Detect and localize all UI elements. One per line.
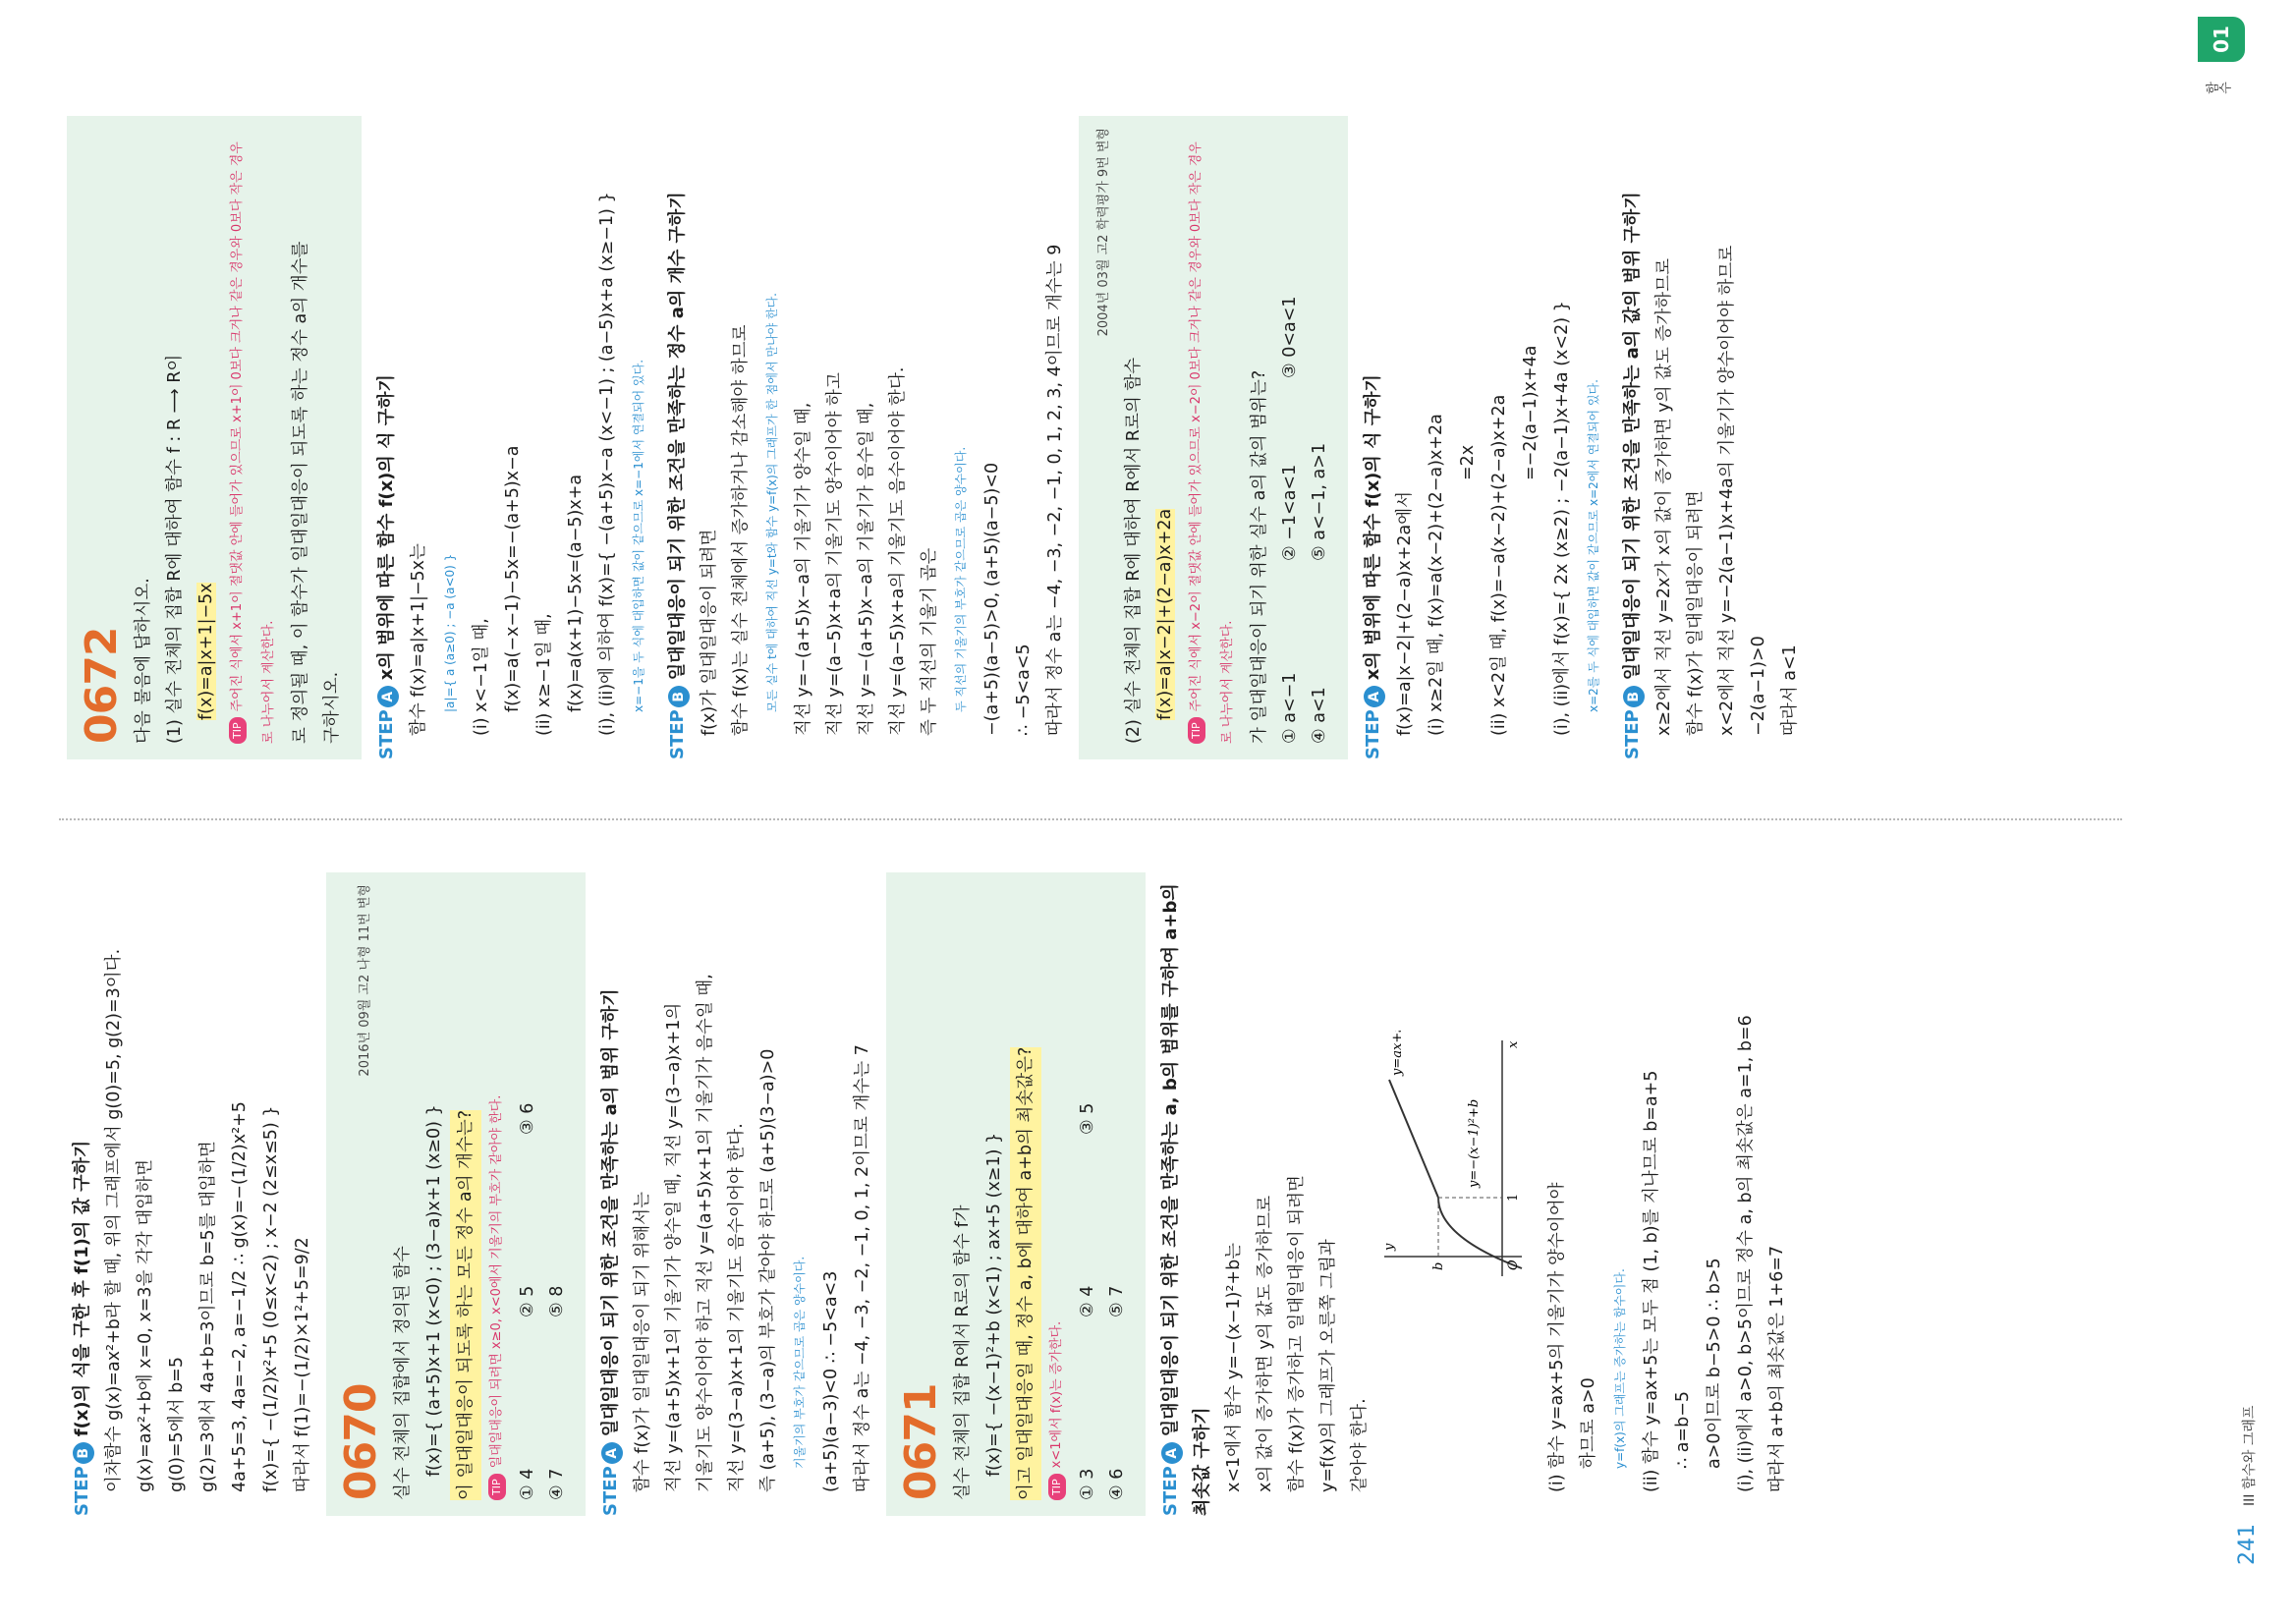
problem-number: 0670 [336, 1383, 386, 1500]
step-a-heading: STEPAx의 범위에 따른 함수 f(x)의 식 구하기 [376, 374, 397, 759]
step-circle-icon: B [1623, 686, 1645, 707]
left-column: STEPBf(x)의 식을 구한 후 f(1)의 값 구하기 이차함수 g(x)=ax²+b라 할 때, 위의 그래프에서 g(0)=5, g(2)=3이다. g(x)=ax²+b에 x=0, x=3을 각각 대입하면 g(0)=5에서 b=5 g(2)=3에서 4a+b=3이므로 b=5를 대입하면 4a+5=3, 4a=−2, a=−1/2 ∴ g(x)=−(1/2)x²+5 f(x)={ −(1/2)x²+5 (0≤x<2) ; x−2 (2≤x≤5) } 따라서 f(1)=−(1/2)×1²+5=9/2 0670 2016년 09월 고2 나형 11번 변형 실수 전체의 집합에서 정의된 함수 f(x)={ (a+5)x+1 (x<0) ; (3−a)x+1 (x≥0) } 이 일대일대응이 되도록 하는 모든 정수 a의 개수는? TIP일대일대응이 되려면 x≥0, x<0에서 기울기의 부호가 같아야 한다. ① 4 ② 5 ③ 6 ④ 7 ⑤ 8 STEPA일대일대응이 되기 위한 조건을 만족하는 a의 범위 구하기 함수 f(x)가 일대일대응이 되기 위해서는 직선 y=(a+5)x+1의 기울기가 양수일 때, 직선 y=(3−a)x+1의 기울기도 양수이어야 하고 직선 y=(a+5)x+1의 기울기가 음수일 때, 직선 y=(3−a)x+1의 기울기도 음수이어야 한다. 즉 (a+5), (3−a)의 부호가 같아야 하므로 (a+5)(3−a)>0 기울기의 부호가 같으므로 곱은 양수이다. (a+5)(a−3)<0 ∴ −5<a<3 따라서 정수 a는 −4, −3, −2, −1, 0, 1, 2이므로 개수는 7 0671 실수 전체의 집합 R에서 R로의 함수 f가 f(x)={ −(x−1)²+b (x<1) ; ax+5 (x≥1) } 이고 일대일대응일 때, 정수 a, b에 대하여 a+b의 최솟값은? TIPx<1에서 f(x)는 증가한다. ① 3 ② 4 ③ 5 ④ 6 ⑤ 7 STEPA일대일대응이 되기 위한 조건을 만족하는 a, b의 범위를 구하여 a+b의 최솟값 구하기 x<1에서 함수 y=−(x−1)²+b는 x의 값이 증가하면 y의 값도 증가하므로 함수 f(x)가 증가하고 일대일대응이 되려면 y=f(x)의 그래프가 오른쪽 그림과 같아야 한다. y=ax+5 y=−(x−1)²+b b 1 x y O (i) 함수 y=ax+5의 기울기가 양수이어야 하므로 a>0 y=f(x)의 그래프는 증가하는 함수이다. (ii) 함수 y=ax+5는 모두 점 (1, b)를 지나므로 b=a+5 ∴ a=b−5 a>0이므로 b−5>0 ∴ b>5 (i), (ii)에서 a>0, b>5이므로 정수 a, b의 최솟값은 a=1, b=6 따라서 a+b의 최솟값은 1+6=7 [59, 872, 1793, 1516]
section-tab: 01 [2198, 17, 2245, 62]
step-circle-icon: B [73, 1442, 94, 1464]
problem-source: 2016년 09월 고2 나형 11번 변형 [358, 884, 372, 1077]
solution-line: 따라서 f(1)=−(1/2)×1²+5=9/2 [293, 1237, 312, 1492]
tip-note: TIP일대일대응이 되려면 x≥0, x<0에서 기울기의 부호가 같아야 한다. [481, 888, 513, 1500]
side-note: 기울기의 부호가 같으므로 곱은 양수이다. [793, 1256, 807, 1469]
step-b-heading: STEPB일대일대응이 되기 위한 조건을 만족하는 a의 값의 범위 구하기 [1622, 192, 1643, 759]
choice[interactable]: ③ 5 [1078, 1102, 1097, 1135]
curve-label: y=−(x−1)²+b [1467, 1098, 1482, 1188]
right-column: 0672 다음 물음에 답하시오. (1) 실수 전체의 집합 R에 대하여 함수 f : R ⟶ R이 f(x)=a|x+1|−5x TIP주어진 식에서 x+1이 절댓값 안에 들어가 있으므로 x+1이 0보다 크거나 같은 경우와 0보다 작은 경우로 나누어서 계산한다. 로 정의될 때, 이 함수가 일대일대응이 되도록 하는 정수 a의 개수를 구하시오. STEPAx의 범위에 따른 함수 f(x)의 식 구하기 함수 f(x)=a|x+1|−5x는 |a|={ a (a≥0) ; −a (a<0) } (i) x<−1일 때, f(x)=a(−x−1)−5x=−(a+5)x−a (ii) x≥−1일 때, f(x)=a(x+1)−5x=(a−5)x+a (i), (ii)에 의하여 f(x)={ −(a+5)x−a (x<−1) ; (a−5)x+a (x≥−1) } x=−1을 두 식에 대입하면 값이 같으므로 x=−1에서 연결되어 있다. STEPB일대일대응이 되기 위한 조건을 만족하는 정수 a의 개수 구하기 f(x)가 일대일대응이 되려면 함수 f(x)는 실수 전체에서 증가하거나 감소해야 하므로 모든 실수 t에 대하여 직선 y=t와 함수 y=f(x)의 그래프가 한 점에서 만나야 한다. 직선 y=−(a+5)x−a의 기울기가 양수일 때, 직선 y=(a−5)x+a의 기울기도 양수이어야 하고 직선 y=−(a+5)x−a의 기울기가 음수일 때, 직선 y=(a−5)x+a의 기울기도 음수이어야 한다. 즉 두 직선의 기울기 곱은 두 직선의 기울기의 부호가 같으므로 곱은 양수이다. −(a+5)(a−5)>0, (a+5)(a−5)<0 ∴ −5<a<5 따라서 정수 a는 −4, −3, −2, −1, 0, 1, 2, 3, 4이므로 개수는 9 2004년 03월 고2 학력평가 9번 변형 (2) 실수 전체의 집합 R에 대하여 R에서 R로의 함수 f(x)=a|x−2|+(2−a)x+2a TIP주어진 식에서 x−2이 절댓값 안에 들어가 있으므로 x−2이 0보다 크거나 같은 경우와 0보다 작은 경우로 나누어서 계산한다. 가 일대일대응이 되기 위한 실수 a의 값의 범위는? ① a<−1 ② −1<a<1 ③ 0<a<1 ④ a<1 ⑤ a<−1, a>1 STEPAx의 범위에 따른 함수 f(x)의 식 구하기 f(x)=a|x−2|+(2−a)x+2a에서 (i) x≥2일 때, f(x)=a(x−2)+(2−a)x+2a =2x (ii) x<2일 때, f(x)=−a(x−2)+(2−a)x+2a =−2(a−1)x+4a (i), (ii)에서 f(x)={ 2x (x≥2) ; −2(a−1)x+4a (x<2) } x=2를 두 식에 대입하면 값이 같으므로 x=2에서 연결되어 있다. STEPB일대일대응이 되기 위한 조건을 만족하는 a의 값의 범위 구하기 x≥2에서 직선 y=2x가 x의 값이 증가하면 y의 값도 증가하므로 함수 f(x)가 일대일대응이 되려면 x<2에서 직선 y=−2(a−1)x+4a의 기울기가 양수이어야 하므로 −2(a−1)>0 따라서 a<1 [59, 116, 1806, 759]
solution-line: g(0)=5에서 b=5 [167, 1357, 187, 1492]
step-b-heading: STEPBf(x)의 식을 구한 후 f(1)의 값 구하기 [72, 1140, 92, 1516]
choice[interactable]: ① 4 [518, 1468, 537, 1500]
page-title: III 함수와 그래프 [2242, 1405, 2258, 1506]
b-label: b [1431, 1261, 1446, 1270]
step-a-heading: STEPAx의 범위에 따른 함수 f(x)의 식 구하기 [1363, 374, 1383, 759]
solution-line: 4a+5=3, 4a=−2, a=−1/2 ∴ g(x)=−(1/2)x²+5 [230, 1101, 250, 1492]
tip-note: TIP주어진 식에서 x−2이 절댓값 안에 들어가 있으므로 x−2이 0보다 크거나 같은 경우와 0보다 작은 경우로 나누어서 계산한다. [1189, 141, 1235, 744]
line-label: y=ax+5 [1390, 1031, 1405, 1076]
choice[interactable]: ① a<−1 [1280, 672, 1300, 744]
column-divider [59, 818, 2122, 820]
side-note: x=2를 두 식에 대입하면 값이 같으므로 x=2에서 연결되어 있다. [1587, 379, 1600, 712]
side-note: 모든 실수 t에 대하여 직선 y=t와 함수 y=f(x)의 그래프가 한 점에서 만나야 한다. [765, 293, 779, 712]
choice[interactable]: ⑤ a<−1, a>1 [1310, 442, 1329, 561]
function-graph [1379, 1031, 1527, 1296]
one-label: 1 [1506, 1193, 1521, 1202]
side-note: x=−1을 두 식에 대입하면 값이 같으므로 x=−1에서 연결되어 있다. [632, 359, 645, 712]
solution-line: g(2)=3에서 4a+b=3이므로 b=5를 대입하면 [198, 1141, 218, 1492]
choice[interactable]: ④ a<1 [1310, 687, 1329, 744]
tip-note: TIPx<1에서 f(x)는 증가한다. [1041, 888, 1073, 1500]
choice[interactable]: ① 3 [1078, 1468, 1097, 1500]
choice[interactable]: ④ 7 [547, 1468, 567, 1500]
problem-number: 0671 [896, 1383, 946, 1500]
choice[interactable]: ④ 6 [1107, 1468, 1127, 1500]
step-circle-icon: A [1364, 686, 1385, 707]
tip-icon: TIP [488, 1474, 506, 1500]
step-circle-icon: B [668, 686, 690, 707]
step-circle-icon: A [1161, 1442, 1183, 1464]
problem-0672-2: 2004년 03월 고2 학력평가 9번 변형 (2) 실수 전체의 집합 R에 대하여 R에서 R로의 함수 f(x)=a|x−2|+(2−a)x+2a TIP주어진 식에서 x−2이 절댓값 안에 들어가 있으므로 x−2이 0보다 크거나 같은 경우와 0보다 작은 경우로 나누어서 계산한다. 가 일대일대응이 되기 위한 실수 a의 값의 범위는? ① a<−1 ② −1<a<1 ③ 0<a<1 ④ a<1 ⑤ a<−1, a>1 [1079, 116, 1348, 759]
problem-number: 0672 [77, 627, 127, 744]
step-circle-icon: A [601, 1442, 623, 1464]
section-label: 함수 [2206, 83, 2231, 97]
side-note: 두 직선의 기울기의 부호가 같으므로 곱은 양수이다. [954, 446, 968, 712]
x-label: x [1506, 1040, 1521, 1048]
answer-choices [1073, 950, 1132, 1500]
problem-0670: 0670 2016년 09월 고2 나형 11번 변형 실수 전체의 집합에서 정의된 함수 f(x)={ (a+5)x+1 (x<0) ; (3−a)x+1 (x≥0) } 이 일대일대응이 되도록 하는 모든 정수 a의 개수는? TIP일대일대응이 되려면 x≥0, x<0에서 기울기의 부호가 같아야 한다. ① 4 ② 5 ③ 6 ④ 7 ⑤ 8 [326, 872, 586, 1516]
tip-icon: TIP [229, 717, 247, 744]
choice[interactable]: ② 4 [1078, 1285, 1097, 1317]
step-circle-icon: A [377, 686, 399, 707]
side-note: y=f(x)의 그래프는 증가하는 함수이다. [1613, 1268, 1627, 1469]
answer-choices [513, 950, 572, 1500]
solution-line: g(x)=ax²+b에 x=0, x=3을 각각 대입하면 [136, 1158, 155, 1492]
curve-branch [1438, 1198, 1522, 1268]
tip-note: TIP주어진 식에서 x+1이 절댓값 안에 들어가 있으므로 x+1이 0보다 크거나 같은 경우와 0보다 작은 경우로 나누어서 계산한다. [230, 141, 276, 744]
step-a-heading: STEPA일대일대응이 되기 위한 조건을 만족하는 a의 범위 구하기 [600, 988, 621, 1516]
answer-choices [1275, 194, 1334, 744]
origin-label: O [1506, 1260, 1521, 1270]
y-label: y [1382, 1243, 1397, 1251]
problem-source: 2004년 03월 고2 학력평가 9번 변형 [1096, 128, 1111, 337]
problem-0671: 0671 실수 전체의 집합 R에서 R로의 함수 f가 f(x)={ −(x−1)²+b (x<1) ; ax+5 (x≥1) } 이고 일대일대응일 때, 정수 a, b에 대하여 a+b의 최솟값은? TIPx<1에서 f(x)는 증가한다. ① 3 ② 4 ③ 5 ④ 6 ⑤ 7 [886, 872, 1146, 1516]
line-branch [1389, 1080, 1438, 1198]
choice[interactable]: ③ 0<a<1 [1280, 296, 1300, 378]
page-number: 241 [2235, 1524, 2260, 1565]
tip-icon: TIP [1048, 1474, 1066, 1500]
step-b-heading: STEPB일대일대응이 되기 위한 조건을 만족하는 정수 a의 개수 구하기 [667, 192, 688, 759]
solution-line: f(x)={ −(1/2)x²+5 (0≤x<2) ; x−2 (2≤x≤5) } [261, 1105, 281, 1492]
choice[interactable]: ⑤ 8 [547, 1285, 567, 1317]
choice[interactable]: ② 5 [518, 1285, 537, 1317]
side-note: |a|={ a (a≥0) ; −a (a<0) } [443, 553, 457, 712]
step-a-heading: STEPA일대일대응이 되기 위한 조건을 만족하는 a, b의 범위를 구하여 a+b의 최솟값 구하기 [1160, 883, 1212, 1516]
problem-0672: 0672 다음 물음에 답하시오. (1) 실수 전체의 집합 R에 대하여 함수 f : R ⟶ R이 f(x)=a|x+1|−5x TIP주어진 식에서 x+1이 절댓값 안에 들어가 있으므로 x+1이 0보다 크거나 같은 경우와 0보다 작은 경우로 나누어서 계산한다. 로 정의될 때, 이 함수가 일대일대응이 되도록 하는 정수 a의 개수를 구하시오. [67, 116, 362, 759]
solution-line: 이차함수 g(x)=ax²+b라 할 때, 위의 그래프에서 g(0)=5, g(2)=3이다. [104, 948, 124, 1492]
tip-icon: TIP [1188, 717, 1205, 744]
choice[interactable]: ③ 6 [518, 1102, 537, 1135]
choice[interactable]: ⑤ 7 [1107, 1285, 1127, 1317]
choice[interactable]: ② −1<a<1 [1280, 464, 1300, 561]
page-footer [2198, 0, 2296, 1624]
